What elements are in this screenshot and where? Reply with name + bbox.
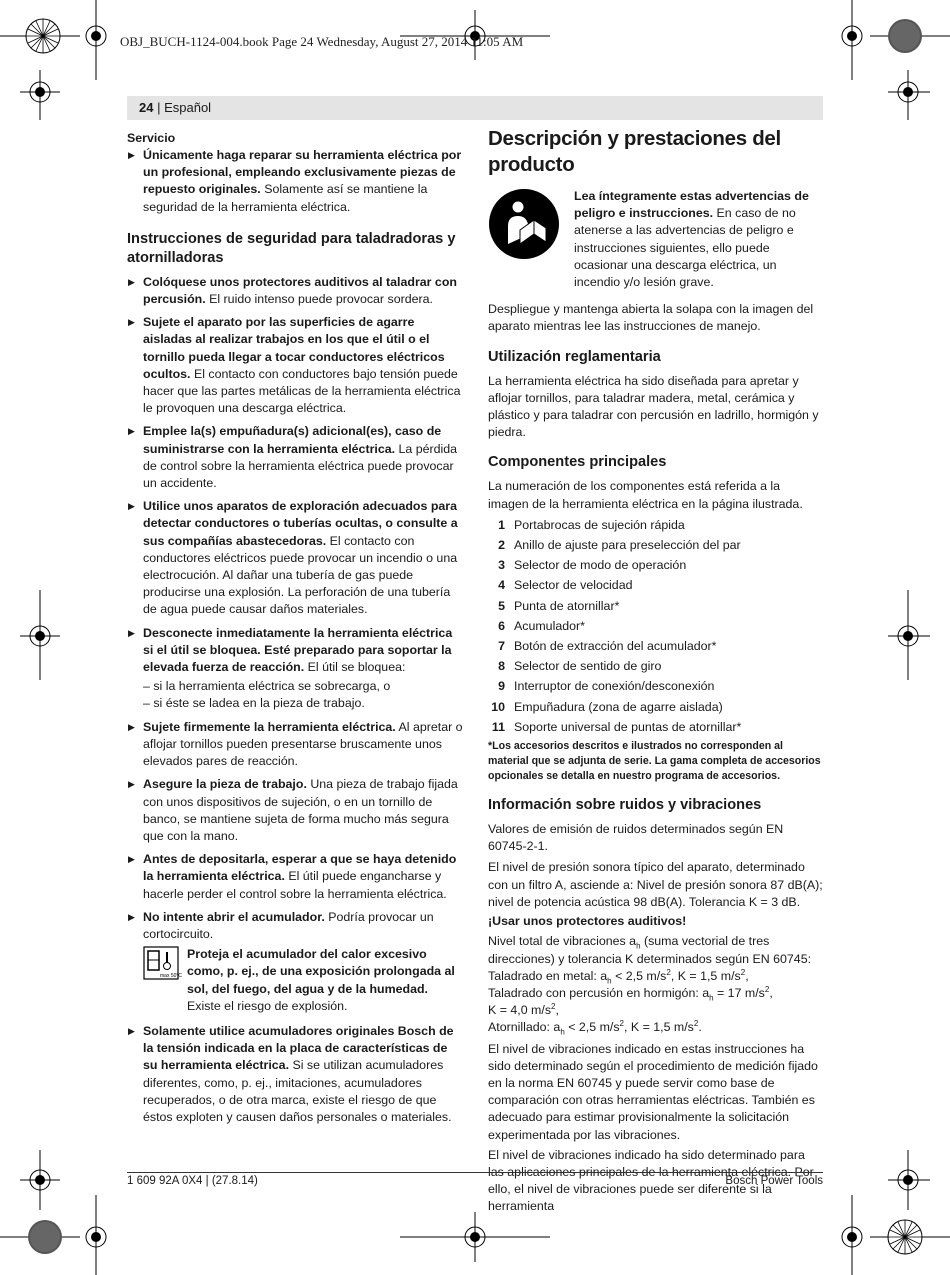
components-intro: La numeración de los componentes está referida a la imagen de la herramienta eléctrica en la página ilustrada. <box>488 479 803 511</box>
component-item <box>488 537 824 554</box>
component-item <box>488 719 824 736</box>
bullet-text: El ruido intenso puede provocar sordera. <box>205 292 433 307</box>
bullet-text: El útil puede engancharse y hacerle perder el control sobre la herramienta eléctrica. <box>143 869 447 901</box>
vibration-method-text: El nivel de vibraciones indicado en estas instrucciones ha sido determinado según el procedimiento de medición fijado en la norma EN 60745 y puede servir como base de comparación con otras herramientas eléctricas. También es adecuado para estimar provisionalmente la solicitación experimentada por las vibraciones. <box>488 1041 818 1142</box>
bullet-detectors <box>127 498 463 618</box>
bullet-bold: Desconecte inmediatamente la herramienta eléctrica si el útil se bloquea. Esté preparado para soportar la elevada fuerza de reacción. <box>143 625 453 675</box>
component-number: 3 <box>498 558 505 573</box>
vibration-concrete-k: K = 4,0 $m/s^2$, <box>488 1001 559 1018</box>
battery-heat-icon <box>143 946 183 980</box>
noise-standard: Valores de emisión de ruidos determinados según EN 60745-2-1. <box>488 822 784 854</box>
print-info-line: OBJ_BUCH-1124-004.book Page 24 Wednesday, August 27, 2014 11:05 AM <box>120 34 524 49</box>
header-separator: | <box>153 100 165 115</box>
component-label: Portabrocas de sujeción rápida <box>514 517 685 532</box>
component-label: Punta de atornillar* <box>514 598 620 613</box>
bullet-blocking <box>127 625 463 677</box>
warning-text: En caso de no atenerse a las advertencias de peligro e instrucciones siguientes, ello puede ocasionar una descarga eléctrica, un incendio y/o lesión grave. <box>574 206 796 290</box>
component-number: 10 <box>491 699 505 714</box>
fold-out-text: Despliegue y mantenga abierta la solapa con la imagen del aparato mientras lee las instrucciones de manejo. <box>488 302 814 334</box>
bullet-text: El contacto con conductores bajo tensión puede hacer que las partes metálicas de la herramienta eléctrica le provoquen una descarga eléctrica. <box>143 366 461 416</box>
page-footer <box>127 1172 823 1187</box>
vibration-concrete: Taladrado con percusión en hormigón: $a_h = 17$ $m/s^2$, <box>488 984 773 1003</box>
intended-use-text: La herramienta eléctrica ha sido diseñada para apretar y aflojar tornillos, para taladrar madera, metal, cerámica y plástico y para taladrar con percusión en ladrillo, hormigón y piedra. <box>488 373 819 440</box>
component-number: 5 <box>498 598 505 613</box>
vibration-intro: Nivel total de vibraciones $a_h$ (suma vectorial de tres direcciones) y tolerancia K determinados según EN 60745: <box>488 934 812 966</box>
right-column <box>488 126 824 1219</box>
bullet-text: Si se utilizan acumuladores diferentes, como, p. ej., imitaciones, acumuladores recuperados, o de otra marca, existe el riesgo de que éstos exploten y causen daños personales o materiales. <box>143 1058 452 1124</box>
noise-levels: El nivel de presión sonora típico del aparato, determinado con un filtro A, asciende a: Nivel de presión sonora 87 dB(A); nivel de potencia acústica 98 dB(A). Tolerancia K = 3 dB. <box>488 860 823 909</box>
component-number: 6 <box>498 618 505 633</box>
bullet-bold: No intente abrir el acumulador. <box>143 909 325 924</box>
bullet-bold: Emplee la(s) empuñadura(s) adicional(es), caso de suministrarse con la herramienta eléctrica. <box>143 424 442 456</box>
intended-use-heading: Utilización reglamentaria <box>488 348 661 365</box>
component-label: Acumulador* <box>514 618 585 633</box>
noise-heading: Información sobre ruidos y vibraciones <box>488 797 762 814</box>
bullet-text: Al apretar o aflojar tornillos pueden presentarse bruscamente unos elevados pares de reacción. <box>143 719 463 769</box>
bullet-bold: Colóquese unos protectores auditivos al taladrar con percusión. <box>143 274 457 307</box>
bullet-bold: Sujete firmemente la herramienta eléctrica. <box>143 719 396 734</box>
component-label: Interruptor de conexión/desconexión <box>514 679 715 694</box>
vibration-screwdriving: Atornillado: $a_h < 2,5$ $m/s^2$, K = 1,5 $m/s^2$. <box>488 1019 702 1037</box>
component-label: Selector de sentido de giro <box>514 659 662 674</box>
page-number: 24 <box>139 100 154 115</box>
bullet-text: Solamente así se mantiene la seguridad de la herramienta eléctrica. <box>143 182 428 214</box>
component-item <box>488 598 824 615</box>
bullet-aux-handle <box>127 423 463 492</box>
component-item <box>488 658 824 675</box>
bullet-wait-stop <box>127 851 463 903</box>
component-label: Selector de modo de operación <box>514 558 687 573</box>
component-number: 11 <box>491 719 505 734</box>
read-instructions-warning <box>488 188 824 291</box>
warning-bold: Lea íntegramente estas advertencias de peligro e instrucciones. <box>574 189 809 221</box>
dash-item: – si la herramienta eléctrica se sobrecarga, o <box>143 679 391 694</box>
left-column <box>127 130 463 1132</box>
component-number: 2 <box>498 538 505 553</box>
component-item <box>488 699 824 716</box>
heat-bold: Proteja el acumulador del calor excesivo como, p. ej., de una exposición prolongada al sol, del fuego, del agua y de la humedad. <box>187 947 455 996</box>
bullet-text: Podría provocar un cortocircuito. <box>143 909 434 941</box>
bullet-text: La pérdida de control sobre la herramienta eléctrica puede provocar un accidente. <box>143 441 458 491</box>
vibration-metal: Taladrado en metal: $a_h < 2,5$ $m/s^2$, K = 1,5 $m/s^2$, <box>488 967 749 986</box>
hearing-protection-note: ¡Usar unos protectores auditivos! <box>488 914 687 929</box>
component-item <box>488 517 824 534</box>
components-heading: Componentes principales <box>488 454 667 471</box>
bullet-secure-workpiece <box>127 776 463 845</box>
section-title: Descripción y prestaciones del producto <box>488 127 781 176</box>
heat-warning <box>143 946 463 1015</box>
page-header <box>127 96 823 120</box>
bullet-hearing <box>127 274 463 308</box>
component-item <box>488 557 824 574</box>
component-label: Selector de velocidad <box>514 578 633 593</box>
bullet-bold: Utilice unos aparatos de exploración adecuados para detectar conductores o tuberías ocultas, o consulte a sus compañías abastecedoras. <box>143 499 458 548</box>
component-number: 9 <box>498 679 505 694</box>
bullet-bold: Sujete el aparato por las superficies de agarre aisladas al realizar trabajos en los que el útil o el tornillo pueda llegar a tocar conductores eléctricos ocultos. <box>143 315 445 381</box>
bullet-text: Una pieza de trabajo fijada con unos dispositivos de sujeción, o en un tornillo de banco, se mantiene sujeta de forma mucho más segura que con la mano. <box>143 777 458 843</box>
component-item <box>488 678 824 695</box>
bullet-text: El útil se bloquea: <box>304 660 406 675</box>
footer-brand: Bosch Power Tools <box>725 1175 823 1187</box>
bullet-insulated-grip <box>127 314 463 417</box>
component-number: 1 <box>498 517 505 532</box>
component-number: 7 <box>498 639 505 654</box>
component-item <box>488 577 824 594</box>
read-manual-icon <box>488 188 560 260</box>
safety-heading: Instrucciones de seguridad para taladradoras y atornilladoras <box>127 230 456 266</box>
bullet-bold: Únicamente haga reparar su herramienta eléctrica por un profesional, empleando exclusivamente piezas de repuesto originales. <box>143 148 462 197</box>
vibration-application-text: El nivel de vibraciones indicado ha sido determinado para las aplicaciones principales de la herramienta eléctrica. Por ello, el nivel de vibraciones puede ser diferente si la herramienta <box>488 1147 814 1214</box>
component-item <box>488 638 824 655</box>
component-number: 8 <box>498 659 505 674</box>
components-list <box>488 517 824 736</box>
footer-doc-number: 1 609 92A 0X4 | (27.8.14) <box>127 1175 258 1187</box>
component-label: Anillo de ajuste para preselección del par <box>514 538 741 553</box>
heat-text: Existe el riesgo de explosión. <box>187 998 348 1013</box>
servicio-heading: Servicio <box>127 131 176 145</box>
bullet-bold: Antes de depositarla, esperar a que se haya detenido la herramienta eléctrica. <box>143 852 457 884</box>
bullet-bold: Solamente utilice acumuladores originales Bosch de la tensión indicada en la placa de características de su herramienta eléctrica. <box>143 1023 454 1073</box>
bullet-battery-open <box>127 909 463 943</box>
dash-item: – si éste se ladea en la pieza de trabajo. <box>143 696 365 711</box>
bullet-text: El contacto con conductores eléctricos puede provocar un incendio o una electrocución. Al dañar una tubería de gas puede producirse una explosión. La perforación de una tubería de agua puede causar daños materiales. <box>143 533 458 617</box>
bullet-hold-firmly <box>127 719 463 771</box>
component-label: Soporte universal de puntas de atornillar* <box>514 719 742 734</box>
bullet-bold: Asegure la pieza de trabajo. <box>143 777 307 792</box>
header-language: Español <box>164 100 212 115</box>
bullet-original-batteries <box>127 1023 463 1126</box>
bullet-service <box>127 147 463 216</box>
heat-icon-label: max 50°C <box>160 973 183 980</box>
component-label: Botón de extracción del acumulador* <box>514 639 717 654</box>
component-number: 4 <box>498 578 505 593</box>
component-label: Empuñadura (zona de agarre aislada) <box>514 699 723 714</box>
component-item <box>488 618 824 635</box>
accessories-note: *Los accesorios descritos e ilustrados no corresponden al material que se adjunta de serie. La gama completa de accesorios opcionales se detalla en nuestro programa de accesorios. <box>488 740 821 783</box>
